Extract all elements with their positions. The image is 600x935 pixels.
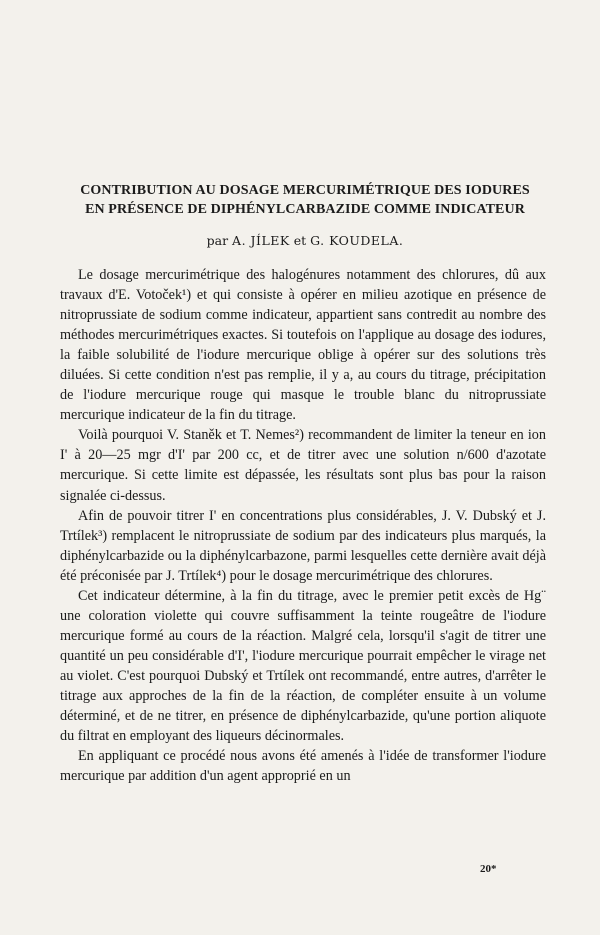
author-koudela: G. KOUDELA.	[310, 233, 404, 248]
paragraph-3: Afin de pouvoir titrer I' en concentrations plus considérables, J. V. Dubský et J. Trtílek³) remplacent le nitroprussiate de sodium par des indicateurs plus marqués, la diphénylcarbazide ou la diphénylcarbazone, parmi lesquelles cette dernière avait déjà été préconisée par J. Trtílek⁴) pour le dosage mercurimétrique des chlorures.	[60, 507, 546, 584]
byline-joiner: et	[293, 233, 307, 248]
paragraph-5: En appliquant ce procédé nous avons été amenés à l'idée de transformer l'iodure mercurique par addition d'un agent approprié en un	[60, 748, 546, 785]
paragraph-1: Le dosage mercurimétrique des halogénures notamment des chlorures, dû aux travaux d'E. Votoček¹) et qui consiste à opérer en milieu azotique en présence de nitroprussiate de sodium comme indicateur, appartient sans contredit au nombre des méthodes mercurimétriques exactes. Si toutefois on l'applique au dosage des iodures, la faible solubilité de l'iodure mercurique oblige à opérer sur des solutions très diluées. Si cette condition n'est pas remplie, il y a, au cours du titrage, précipitation de l'iodure mercurique rouge qui masque le trouble blanc du nitroprussiate mercurique indicateur de la fin du titrage.	[60, 267, 546, 424]
article-title-line-2: EN PRÉSENCE DE DIPHÉNYLCARBAZIDE COMME INDICATEUR	[85, 202, 525, 217]
paragraph-2: Voilà pourquoi V. Staněk et T. Nemes²) recommandent de limiter la teneur en ion I' à 20—25 mgr d'I' par 200 cc, et de titrer avec une solution n/600 d'azotate mercurique. Si cette limite est dépassée, les résultats sont plus bas pour la raison signalée ci-dessus.	[60, 427, 546, 504]
paragraph-4: Cet indicateur détermine, à la fin du titrage, avec le premier petit excès de Hg¨ une coloration violette qui couvre suffisamment la teinte rougeâtre de l'iodure mercurique formé au cours de la réaction. Malgré cela, lorsqu'il s'agit de titrer une quantité un peu considérable d'I', l'iodure mercurique pourrait empêcher le virage net au violet. C'est pourquoi Dubský et Trtílek ont recommandé, entre autres, d'arrêter le titrage aux approches de la fin de la réaction, de compléter ensuite à un volume déterminé, et de ne titrer, en présence de diphénylcarbazide, qu'une portion aliquote du filtrat en employant des liqueurs décinormales.	[60, 587, 546, 745]
article-title-line-1: CONTRIBUTION AU DOSAGE MERCURIMÉTRIQUE DES IODURES	[80, 183, 530, 198]
article-body	[60, 265, 546, 786]
byline-prefix: par	[206, 233, 229, 248]
page-folio: 20*	[480, 863, 497, 875]
author-byline	[60, 233, 550, 249]
author-jilek: A. JÍLEK	[232, 233, 290, 248]
